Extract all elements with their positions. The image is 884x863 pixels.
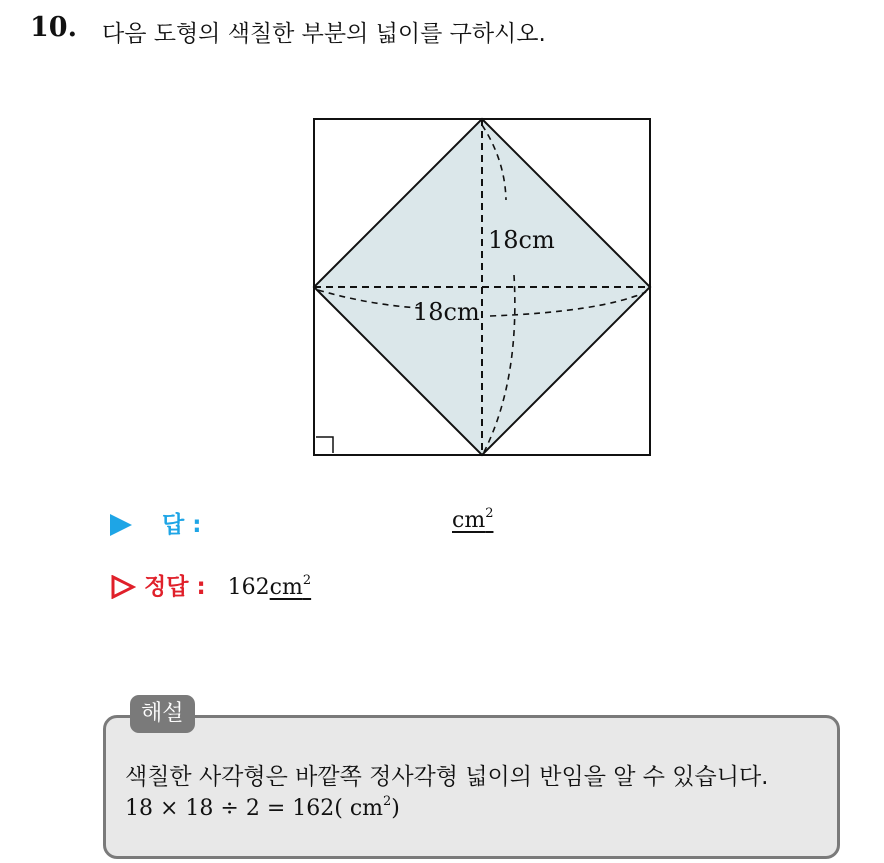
correct-value: 162 <box>227 575 270 600</box>
explanation-text: 색칠한 사각형은 바깥쪽 정사각형 넓이의 반임을 알 수 있습니다. <box>125 764 769 790</box>
right-angle-mark <box>316 437 333 453</box>
play-outline-icon <box>110 575 136 599</box>
vertical-length-label: 18cm <box>488 226 555 254</box>
correct-unit: $cm^2$ <box>269 573 312 600</box>
answer-label: 답 : <box>162 512 202 538</box>
correct-label: 정답 : <box>144 574 206 600</box>
explanation-formula: 18 × 18 ÷ 2 = 162( $cm^2$) <box>125 794 400 821</box>
horizontal-length-label: 18cm <box>413 298 480 326</box>
question-text: 다음 도형의 색칠한 부분의 넓이를 구하시오. <box>102 21 546 47</box>
answer-unit: $cm^2$ <box>452 506 494 533</box>
correct-answer-row <box>110 568 311 601</box>
question-number: 10. <box>30 12 77 43</box>
explanation-tag: 해설 <box>130 695 195 733</box>
play-filled-icon <box>110 514 132 536</box>
answer-row <box>110 506 201 539</box>
